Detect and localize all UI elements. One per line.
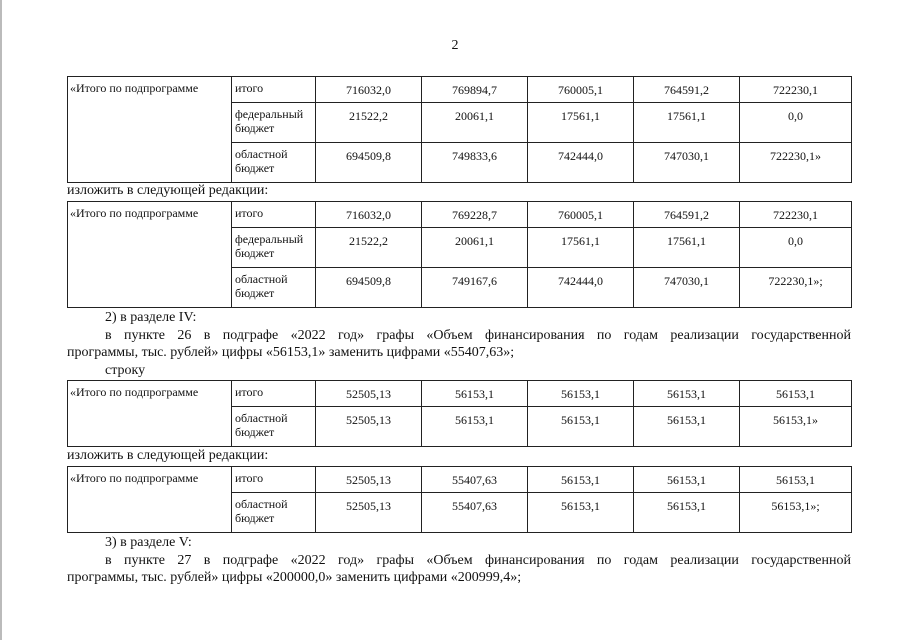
scan-edge	[0, 0, 2, 640]
item-paragraph	[67, 552, 851, 586]
value-cell: 52505,13	[316, 381, 422, 407]
category-cell: итого	[232, 77, 316, 103]
category-cell: итого	[232, 381, 316, 407]
value-cell: 694509,8	[316, 143, 422, 183]
category-cell: итого	[232, 467, 316, 493]
value-cell: 760005,1	[528, 77, 634, 103]
value-cell: 722230,1»;	[740, 268, 852, 308]
value-cell: 747030,1	[634, 143, 740, 183]
value-cell: 56153,1	[634, 493, 740, 533]
value-cell: 56153,1	[422, 381, 528, 407]
budget-table-revised-1	[67, 201, 852, 308]
value-cell: 20061,1	[422, 103, 528, 143]
value-cell: 56153,1»	[740, 407, 852, 447]
value-cell: 56153,1»;	[740, 493, 852, 533]
row-label: «Итого по подпрограмме	[68, 381, 232, 447]
value-cell: 21522,2	[316, 103, 422, 143]
paragraph-line: программы, тыс. рублей» цифры «200000,0» заменить цифрами «200999,4»;	[67, 570, 522, 585]
value-cell: 56153,1	[422, 407, 528, 447]
value-cell: 760005,1	[528, 202, 634, 228]
value-cell: 56153,1	[634, 407, 740, 447]
value-cell: 56153,1	[528, 493, 634, 533]
value-cell: 722230,1	[740, 77, 852, 103]
category-cell: федеральный бюджет	[232, 103, 316, 143]
value-cell: 17561,1	[634, 228, 740, 268]
value-cell: 56153,1	[634, 467, 740, 493]
value-cell: 21522,2	[316, 228, 422, 268]
value-cell: 769894,7	[422, 77, 528, 103]
budget-table-original-2	[67, 380, 852, 447]
category-cell: областной бюджет	[232, 493, 316, 533]
value-cell: 716032,0	[316, 77, 422, 103]
page-number: 2	[451, 38, 459, 53]
row-label: «Итого по подпрограмме	[68, 77, 232, 183]
category-cell: областной бюджет	[232, 407, 316, 447]
value-cell: 749833,6	[422, 143, 528, 183]
category-cell: федеральный бюджет	[232, 228, 316, 268]
value-cell: 20061,1	[422, 228, 528, 268]
row-label: «Итого по подпрограмме	[68, 202, 232, 308]
value-cell: 694509,8	[316, 268, 422, 308]
value-cell: 764591,2	[634, 202, 740, 228]
value-cell: 56153,1	[740, 467, 852, 493]
value-cell: 52505,13	[316, 467, 422, 493]
instruction-text: изложить в следующей редакции:	[67, 183, 269, 198]
category-cell: итого	[232, 202, 316, 228]
value-cell: 742444,0	[528, 268, 634, 308]
value-cell: 722230,1	[740, 202, 852, 228]
value-cell: 17561,1	[634, 103, 740, 143]
value-cell: 716032,0	[316, 202, 422, 228]
value-cell: 722230,1»	[740, 143, 852, 183]
value-cell: 56153,1	[528, 467, 634, 493]
value-cell: 0,0	[740, 103, 852, 143]
budget-table-revised-2	[67, 466, 852, 533]
value-cell: 55407,63	[422, 493, 528, 533]
value-cell: 742444,0	[528, 143, 634, 183]
instruction-text: изложить в следующей редакции:	[67, 448, 269, 463]
value-cell: 17561,1	[528, 228, 634, 268]
value-cell: 56153,1	[528, 407, 634, 447]
value-cell: 764591,2	[634, 77, 740, 103]
value-cell: 56153,1	[528, 381, 634, 407]
category-cell: областной бюджет	[232, 143, 316, 183]
value-cell: 747030,1	[634, 268, 740, 308]
row-label: «Итого по подпрограмме	[68, 467, 232, 533]
value-cell: 56153,1	[740, 381, 852, 407]
value-cell: 17561,1	[528, 103, 634, 143]
value-cell: 769228,7	[422, 202, 528, 228]
paragraph-line: в пункте 26 в подграфе «2022 год» графы «Объем финансирования по годам реализации государственной	[105, 328, 851, 343]
value-cell: 0,0	[740, 228, 852, 268]
value-cell: 749167,6	[422, 268, 528, 308]
value-cell: 52505,13	[316, 493, 422, 533]
paragraph-line: в пункте 27 в подграфе «2022 год» графы «Объем финансирования по годам реализации государственной	[105, 553, 851, 568]
category-cell: областной бюджет	[232, 268, 316, 308]
item-heading: 3) в разделе V:	[105, 535, 192, 550]
value-cell: 56153,1	[634, 381, 740, 407]
value-cell: 52505,13	[316, 407, 422, 447]
budget-table-original-1	[67, 76, 852, 183]
item-paragraph	[67, 327, 851, 361]
instruction-text: строку	[105, 363, 146, 378]
value-cell: 55407,63	[422, 467, 528, 493]
paragraph-line: программы, тыс. рублей» цифры «56153,1» заменить цифрами «55407,63»;	[67, 345, 515, 360]
item-heading: 2) в разделе IV:	[105, 310, 197, 325]
